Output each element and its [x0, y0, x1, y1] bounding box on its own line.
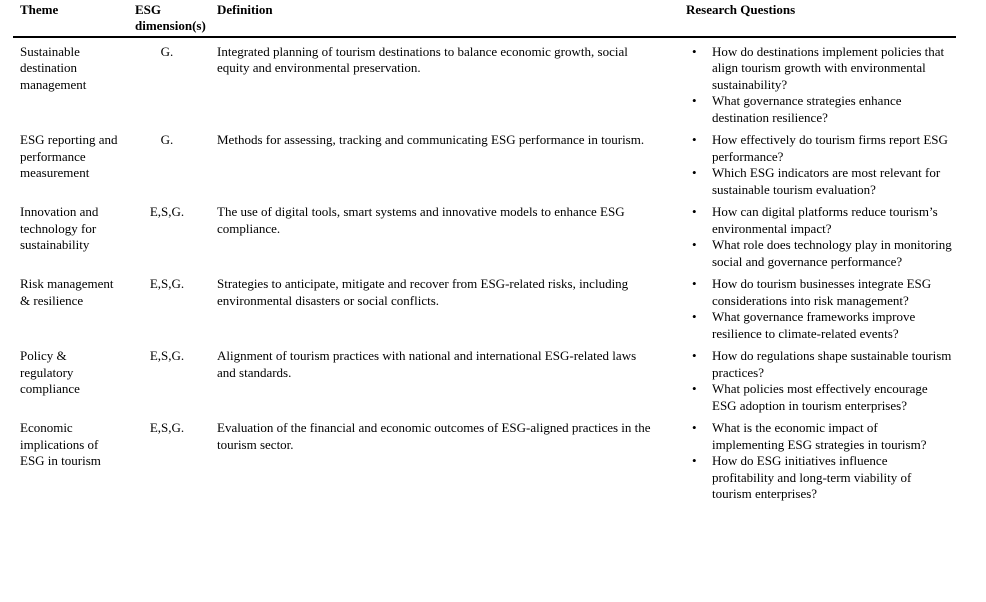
column-header-theme: Theme	[13, 0, 135, 37]
question-text: How can digital platforms reduce tourism’s environmental impact?	[712, 204, 938, 236]
definition-cell: Methods for assessing, tracking and communicating ESG performance in tourism.	[217, 132, 645, 148]
esg-dimension-cell: G.	[160, 132, 174, 148]
questions-list	[686, 44, 952, 127]
question-item	[686, 204, 952, 237]
bullet-icon: •	[692, 93, 697, 109]
table-row	[13, 342, 956, 414]
theme-cell: Risk management & resilience	[20, 276, 114, 308]
questions-list	[686, 204, 952, 270]
questions-cell	[686, 37, 956, 127]
question-text: How effectively do tourism firms report ESG performance?	[712, 132, 948, 164]
questions-cell	[686, 342, 956, 414]
bullet-icon: •	[692, 276, 697, 292]
bullet-icon: •	[692, 165, 697, 181]
esg-dimension-cell: E,S,G.	[149, 348, 185, 364]
question-text: What governance strategies enhance destination resilience?	[712, 93, 902, 125]
questions-cell	[686, 270, 956, 342]
bullet-icon: •	[692, 204, 697, 220]
question-item	[686, 165, 952, 198]
question-item	[686, 453, 952, 503]
question-text: Which ESG indicators are most relevant for sustainable tourism evaluation?	[712, 165, 941, 197]
column-header-definition: Definition	[217, 0, 686, 37]
question-text: What is the economic impact of implementing ESG strategies in tourism?	[712, 420, 927, 452]
question-text: How do tourism businesses integrate ESG considerations into risk management?	[712, 276, 932, 308]
table-row	[13, 198, 956, 270]
questions-list	[686, 420, 952, 503]
bullet-icon: •	[692, 420, 697, 436]
table-row	[13, 126, 956, 198]
column-header-research-questions: Research Questions	[686, 0, 956, 37]
question-text: How do ESG initiatives influence profitability and long-term viability of tourism enterprises?	[712, 453, 912, 502]
question-text: What policies most effectively encourage ESG adoption in tourism enterprises?	[712, 381, 928, 413]
theme-cell: Innovation and technology for sustainability	[20, 204, 99, 253]
esg-dimension-cell: G.	[160, 43, 174, 59]
bullet-icon: •	[692, 381, 697, 397]
esg-dimension-cell: E,S,G.	[149, 420, 185, 436]
bullet-icon: •	[692, 43, 697, 59]
definition-cell: Evaluation of the financial and economic outcomes of ESG-aligned practices in the tourism sector.	[217, 420, 651, 452]
theme-cell: Economic implications of ESG in tourism	[20, 420, 101, 469]
table-row	[13, 414, 956, 503]
definition-cell: Alignment of tourism practices with national and international ESG-related laws and standards.	[217, 348, 637, 380]
definition-cell: Integrated planning of tourism destinations to balance economic growth, social equity and environmental preservation.	[217, 43, 628, 76]
question-text: How do destinations implement policies that align tourism growth with environmental sustainability?	[712, 43, 945, 92]
esg-dimension-cell: E,S,G.	[149, 204, 185, 220]
esg-themes-table	[13, 0, 956, 503]
table-row	[13, 37, 956, 127]
question-text: What role does technology play in monitoring social and governance performance?	[712, 237, 952, 269]
question-item	[686, 381, 952, 414]
question-item	[686, 93, 952, 126]
definition-cell: Strategies to anticipate, mitigate and recover from ESG-related risks, including environmental disasters or social conflicts.	[217, 276, 629, 308]
definition-cell: The use of digital tools, smart systems and innovative models to enhance ESG compliance.	[217, 204, 625, 236]
bullet-icon: •	[692, 309, 697, 325]
question-item	[686, 348, 952, 381]
question-item	[686, 132, 952, 165]
header-row	[13, 0, 956, 37]
bullet-icon: •	[692, 237, 697, 253]
question-item	[686, 237, 952, 270]
question-item	[686, 44, 952, 94]
questions-list	[686, 348, 952, 414]
question-text: How do regulations shape sustainable tourism practices?	[712, 348, 952, 380]
theme-cell: ESG reporting and performance measurement	[20, 132, 118, 181]
questions-cell	[686, 198, 956, 270]
question-text: What governance frameworks improve resilience to climate-related events?	[712, 309, 916, 341]
bullet-icon: •	[692, 453, 697, 469]
question-item	[686, 276, 952, 309]
questions-cell	[686, 414, 956, 503]
questions-cell	[686, 126, 956, 198]
question-item	[686, 309, 952, 342]
esg-dimension-cell: E,S,G.	[149, 276, 185, 292]
question-item	[686, 420, 952, 453]
theme-cell: Policy & regulatory compliance	[20, 348, 80, 397]
bullet-icon: •	[692, 132, 697, 148]
bullet-icon: •	[692, 348, 697, 364]
theme-cell: Sustainable destination management	[20, 43, 87, 92]
table-row	[13, 270, 956, 342]
column-header-esg-dimensions: ESG dimension(s)	[135, 0, 217, 37]
questions-list	[686, 132, 952, 198]
questions-list	[686, 276, 952, 342]
